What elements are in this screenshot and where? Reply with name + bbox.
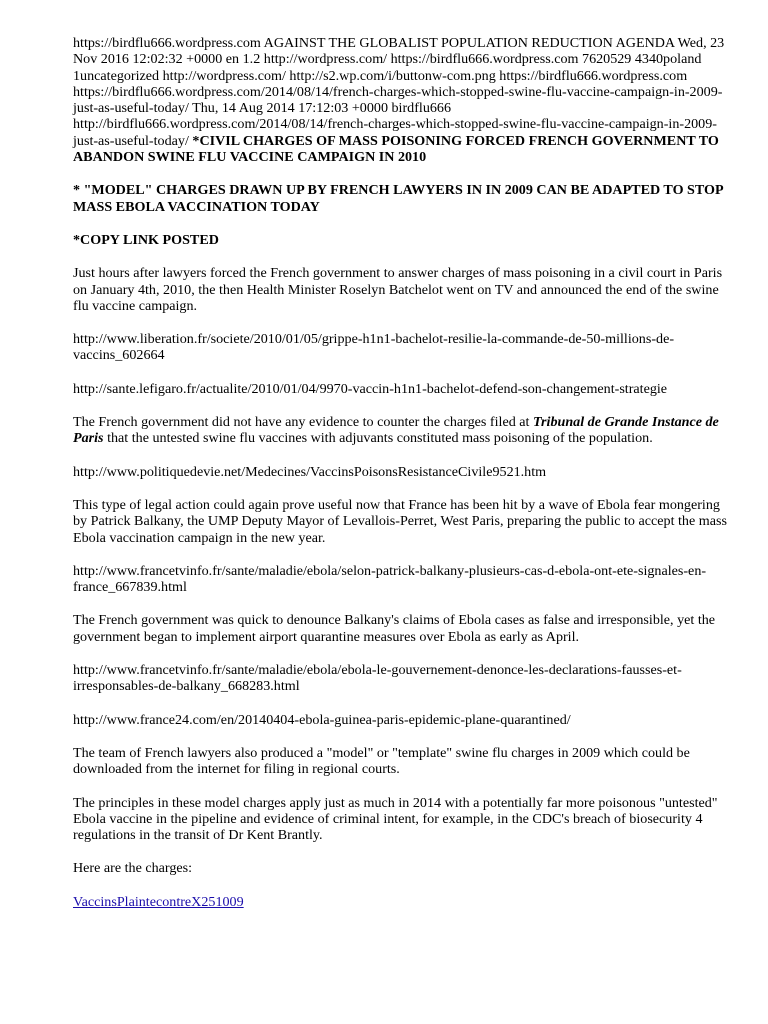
paragraph-no-evidence-start: The French government did not have any evidence to counter the charges filed at [73,414,533,431]
header-metadata: https://birdflu666.wordpress.com AGAINST THE GLOBALIST POPULATION REDUCTION AGENDA Wed, 23 Nov 2016 12:02:32 +0000 en 1.2 http://wordpress.com/ https://birdflu666.wordpress.com 7620529 4340poland 1uncategorized http://wordpress.com/ http://s2.wp.com/i/buttonw-com.png https://birdflu666.wordpress.com https://birdflu666.wordpress.com/2014/08/14/french-charges-which-stopped-swine-flu-vaccine-campaign-in-2009-just-as-useful-today/ Thu, 14 Aug 2014 17:12:03 +0000 birdflu666 http://birdflu666.wordpress.com/2014/08/14/french-charges-which-stopped-swine-flu-vaccine-campaign-in-2009-just-as-useful-today/ [73,35,725,149]
attachment-link[interactable]: VaccinsPlaintecontreX251009 [73,893,244,910]
subheadline: * "MODEL" CHARGES DRAWN UP BY FRENCH LAWYERS IN IN 2009 CAN BE ADAPTED TO STOP MASS EBOLA VACCINATION TODAY [73,182,723,215]
headline: *CIVIL CHARGES OF MASS POISONING FORCED FRENCH GOVERNMENT TO ABANDON SWINE FLU VACCINE CAMPAIGN IN 2010 [73,132,719,166]
url-liberation: http://www.liberation.fr/societe/2010/01/05/grippe-h1n1-bachelot-resilie-la-commande-de-50-millions-de-vaccins_602664 [73,331,675,364]
paragraph-lawyers-forced: Just hours after lawyers forced the French government to answer charges of mass poisoning in a civil court in Paris on January 4th, 2010, the then Health Minister Roselyn Batchelot went on TV and announced the end of the swine flu vaccine campaign. [73,265,723,314]
copy-link-note: *COPY LINK POSTED [73,231,219,248]
paragraph-government-denounce: The French government was quick to denounce Balkany's claims of Ebola cases as false and irresponsible, yet the government began to implement airport quarantine measures over Ebola as early as April. [73,612,716,645]
court-name: Tribunal de Grande Instance de Paris [73,414,719,447]
url-lefigaro: http://sante.lefigaro.fr/actualite/2010/01/04/9970-vaccin-h1n1-bachelot-defend-son-changement-strategie [73,380,668,397]
paragraph-model-charges: The team of French lawyers also produced a "model" or "template" swine flu charges in 2009 which could be downloaded from the internet for filing in regional courts. [73,744,690,778]
url-france24: http://www.france24.com/en/20140404-ebola-guinea-paris-epidemic-plane-quarantined/ [73,711,571,728]
paragraph-here-are-charges: Here are the charges: [73,860,193,877]
url-francetvinfo-denonce: http://www.francetvinfo.fr/sante/maladie/ebola/ebola-le-gouvernement-denonce-les-declarations-fausses-et-irresponsables-de-balkany_668283.html [73,662,682,695]
document-page [73,35,733,910]
paragraph-legal-action: This type of legal action could again prove useful now that France has been hit by a wave of Ebola fear mongering by Patrick Balkany, the UMP Deputy Mayor of Levallois-Perret, West Paris, preparing the public to accept the mass Ebola vaccination campaign in the new year. [73,496,727,546]
url-politiquedevie: http://www.politiquedevie.net/Medecines/VaccinsPoisonsResistanceCivile9521.htm [73,463,547,480]
paragraph-no-evidence [73,414,733,447]
url-francetvinfo-balkany: http://www.francetvinfo.fr/sante/maladie/ebola/selon-patrick-balkany-plusieurs-cas-d-ebola-ont-ete-signales-en-france_667839.html [73,562,707,596]
paragraph-principles: The principles in these model charges apply just as much in 2014 with a potentially far more poisonous "untested" Ebola vaccine in the pipeline and evidence of criminal intent, for example, in the CDC's breach of biosecurity 4 regulations in the transit of Dr Kent Brantly. [73,794,718,844]
attachment-link-line [73,894,733,910]
paragraph-no-evidence-end: that the untested swine flu vaccines with adjuvants constituted mass poisoning of the population. [103,430,653,447]
document-header [73,35,733,165]
